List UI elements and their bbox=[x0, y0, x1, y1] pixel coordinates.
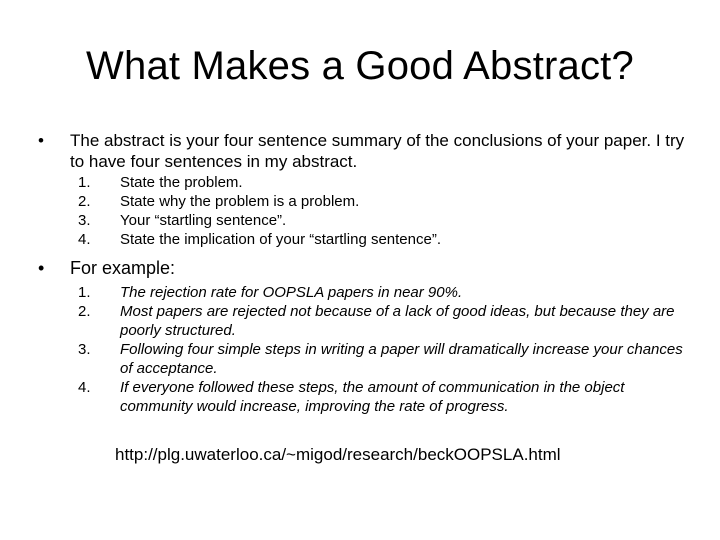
item-text: Your “startling sentence”. bbox=[120, 212, 287, 229]
list-item bbox=[78, 378, 698, 416]
list-item bbox=[78, 302, 698, 340]
example-list bbox=[78, 283, 698, 416]
item-number: 3. bbox=[78, 212, 91, 229]
item-text: If everyone followed these steps, the amount of communication in the object community would increase, improving the rate of progress. bbox=[120, 379, 625, 415]
item-number: 3. bbox=[78, 341, 91, 358]
steps-list bbox=[78, 173, 698, 249]
bullet-text: For example: bbox=[70, 258, 176, 278]
list-item bbox=[78, 340, 698, 378]
item-number: 4. bbox=[78, 231, 91, 248]
bullet-example bbox=[38, 258, 698, 279]
item-number: 4. bbox=[78, 379, 91, 396]
item-number: 2. bbox=[78, 303, 91, 320]
item-text: Most papers are rejected not because of a lack of good ideas, but because they are poorly structured. bbox=[120, 303, 675, 339]
list-item bbox=[78, 192, 698, 211]
item-text: The rejection rate for OOPSLA papers in near 90%. bbox=[120, 284, 463, 301]
list-item bbox=[78, 173, 698, 192]
bullet-summary bbox=[38, 130, 698, 172]
item-number: 2. bbox=[78, 193, 91, 210]
bullet-marker: • bbox=[38, 131, 44, 150]
bullet-marker: • bbox=[38, 258, 45, 278]
bullet-text: The abstract is your four sentence summary of the conclusions of your paper. I try to have four sentences in my abstract. bbox=[70, 131, 685, 171]
list-item bbox=[78, 211, 698, 230]
reference-url: http://plg.uwaterloo.ca/~migod/research/beckOOPSLA.html bbox=[115, 445, 561, 464]
item-text: State the problem. bbox=[120, 174, 243, 191]
item-text: Following four simple steps in writing a paper will dramatically increase your chances of acceptance. bbox=[120, 341, 683, 377]
item-text: State why the problem is a problem. bbox=[120, 193, 360, 210]
item-number: 1. bbox=[78, 284, 91, 301]
slide-title: What Makes a Good Abstract? bbox=[86, 44, 634, 88]
item-number: 1. bbox=[78, 174, 91, 191]
list-item bbox=[78, 230, 698, 249]
item-text: State the implication of your “startling sentence”. bbox=[120, 231, 441, 248]
list-item bbox=[78, 283, 698, 302]
